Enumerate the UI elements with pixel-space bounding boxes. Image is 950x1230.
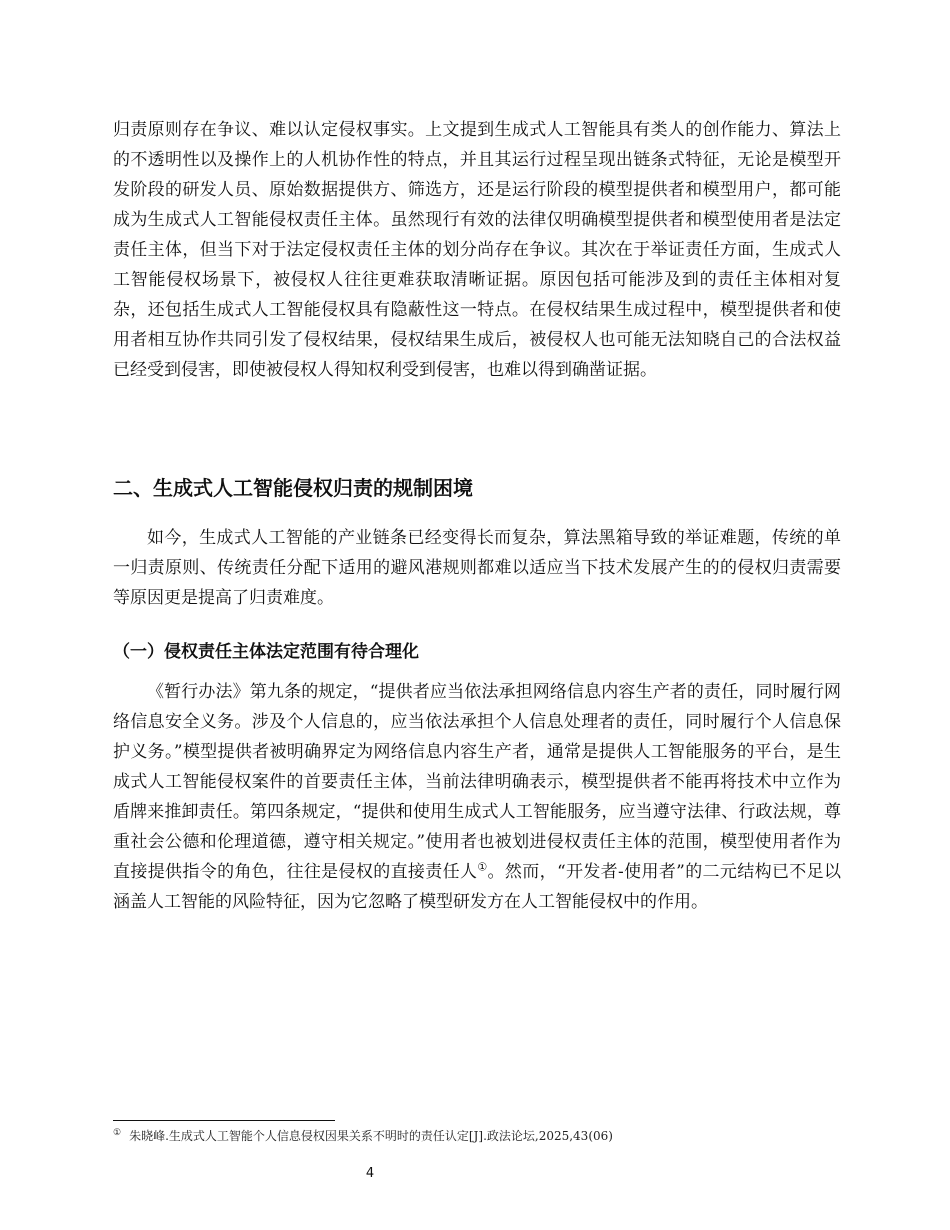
- footnote-divider: [113, 1120, 335, 1121]
- paragraph-text-before-ref: 《暂行办法》第九条的规定，“提供者应当依法承担网络信息内容生产者的责任，同时履行网络信息安全义务。涉及个人信息的，应当依法承担个人信息处理者的责任，同时履行个人信息保护义务。”模型提供者被明确界定为网络信息内容生产者，通常是提供人工智能服务的平台，是生成式人工智能侵权案件的首要责任主体，当前法律明确表示，模型提供者不能再将技术中立作为盾牌来推卸责任。第四条规定，“提供和使用生成式人工智能服务，应当遵守法律、行政法规，尊重社会公德和伦理道德，遵守相关规定。”使用者也被划进侵权责任主体的范围，模型使用者作为直接提供指令的角色，往往是侵权的直接责任人: [113, 682, 841, 882]
- paragraph-liability-disputes: 归责原则存在争议、难以认定侵权事实。上文提到生成式人工智能具有类人的创作能力、算法上的不透明性以及操作上的人机协作性的特点，并且其运行过程呈现出链条式特征，无论是模型开发阶段的研发人员、原始数据提供方、筛选方，还是运行阶段的模型提供者和模型用户，都可能成为生成式人工智能侵权责任主体。虽然现行有效的法律仅明确模型提供者和模型使用者是法定责任主体，但当下对于法定侵权责任主体的划分尚存在争议。其次在于举证责任方面，生成式人工智能侵权场景下，被侵权人往往更难获取清晰证据。原因包括可能涉及到的责任主体相对复杂，还包括生成式人工智能侵权具有隐蔽性这一特点。在侵权结果生成过程中，模型提供者和使用者相互协作共同引发了侵权结果，侵权结果生成后，被侵权人也可能无法知晓自己的合法权益已经受到侵害，即使被侵权人得知权利受到侵害，也难以得到确凿证据。: [113, 120, 841, 380]
- subsection-heading-liability-subjects: （一）侵权责任主体法定范围有待合理化: [113, 642, 419, 662]
- paragraph-interim-measures: [113, 677, 841, 917]
- paragraph-industry-chain: 如今，生成式人工智能的产业链条已经变得长而复杂，算法黑箱导致的举证难题，传统的单一归责原则、传统责任分配下适用的避风港规则都难以适应当下技术发展产生的的侵权归责需要等原因更是提高了归责难度。: [113, 528, 841, 608]
- page-number: 4: [365, 1166, 375, 1181]
- footnote: [113, 1127, 841, 1145]
- section-heading-regulatory-dilemma: 二、生成式人工智能侵权归责的规制困境: [113, 476, 473, 500]
- paragraph-text-after-ref: 。然而，“开发者-使用者”的二元结构已不足以涵盖人工智能的风险特征，因为它忽略了模型研发方在人工智能侵权中的作用。: [113, 862, 841, 912]
- footnote-reference-mark[interactable]: ①: [477, 860, 488, 874]
- footnote-text: 朱晓峰.生成式人工智能个人信息侵权因果关系不明时的责任认定[J].政法论坛,2025,43(06): [129, 1129, 613, 1143]
- footnote-mark: ①: [113, 1128, 122, 1138]
